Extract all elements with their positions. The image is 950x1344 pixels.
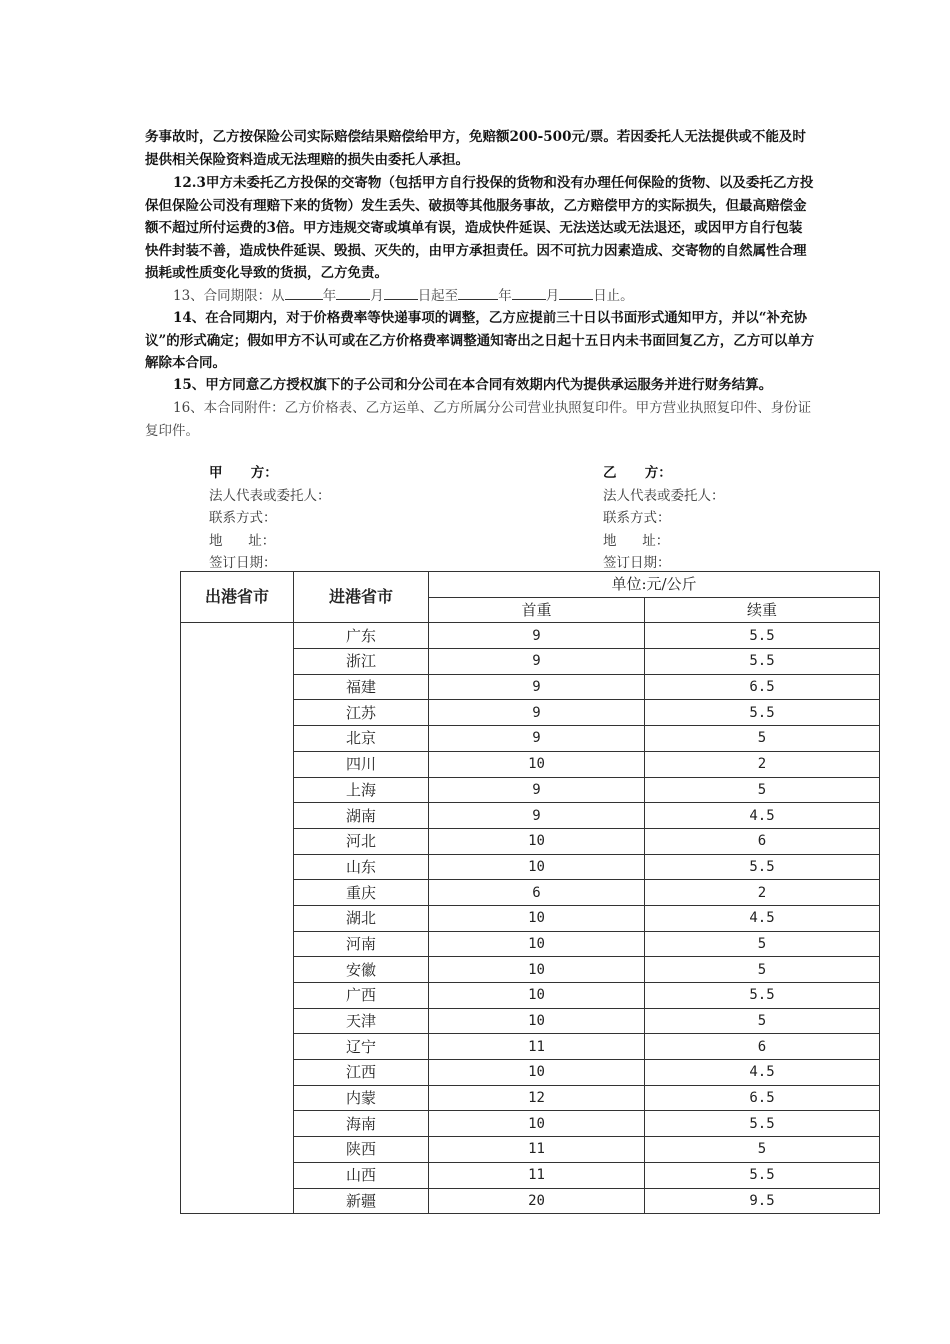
destination-cell: 河北 — [294, 828, 429, 854]
first-weight-cell: 11 — [429, 1137, 645, 1163]
extra-weight-cell: 6.5 — [645, 674, 880, 700]
party-b-date: 签订日期： — [603, 555, 671, 571]
party-b-rep: 法人代表或委托人： — [603, 487, 725, 504]
destination-cell: 浙江 — [294, 649, 429, 675]
term-prefix: 13、合同期限：从 — [173, 288, 285, 304]
price-table-body — [181, 623, 880, 1214]
price-table — [180, 571, 880, 1214]
extra-weight-cell: 4.5 — [645, 905, 880, 931]
destination-cell: 辽宁 — [294, 1034, 429, 1060]
destination-cell: 山东 — [294, 854, 429, 880]
extra-weight-cell: 5 — [645, 726, 880, 752]
extra-weight-cell: 9.5 — [645, 1188, 880, 1214]
clause-16: 16、本合同附件：乙方价格表、乙方运单、乙方所属分公司营业执照复印件。甲方营业执照复印件、身份证复印件。 — [145, 400, 812, 439]
first-weight-cell: 9 — [429, 726, 645, 752]
destination-cell: 湖南 — [294, 803, 429, 829]
header-destination: 进港省市 — [294, 572, 429, 623]
first-weight-cell: 9 — [429, 803, 645, 829]
extra-weight-cell: 5.5 — [645, 649, 880, 675]
term-day-label-1: 日起至 — [417, 288, 459, 304]
destination-cell: 广东 — [294, 623, 429, 649]
first-weight-cell: 6 — [429, 880, 645, 906]
party-a-signature-block — [209, 462, 331, 575]
first-weight-cell: 11 — [429, 1162, 645, 1188]
first-weight-cell: 9 — [429, 623, 645, 649]
first-weight-cell: 20 — [429, 1188, 645, 1214]
extra-weight-cell: 5.5 — [645, 854, 880, 880]
destination-cell: 海南 — [294, 1111, 429, 1137]
end-year-blank[interactable] — [458, 285, 498, 300]
party-a-address: 地 址： — [209, 532, 276, 549]
header-first-weight: 首重 — [429, 597, 645, 623]
destination-cell: 北京 — [294, 726, 429, 752]
destination-cell: 四川 — [294, 751, 429, 777]
extra-weight-cell: 5 — [645, 1008, 880, 1034]
first-weight-cell: 10 — [429, 931, 645, 957]
destination-cell: 江苏 — [294, 700, 429, 726]
extra-weight-cell: 5.5 — [645, 700, 880, 726]
first-weight-cell: 9 — [429, 700, 645, 726]
extra-weight-cell: 6 — [645, 1034, 880, 1060]
first-weight-cell: 10 — [429, 957, 645, 983]
destination-cell: 广西 — [294, 983, 429, 1009]
term-day-label-2: 日止。 — [593, 288, 634, 304]
extra-weight-cell: 5 — [645, 777, 880, 803]
extra-weight-cell: 5.5 — [645, 623, 880, 649]
destination-cell: 湖北 — [294, 905, 429, 931]
party-b-signature-block — [603, 462, 725, 575]
term-year-label-2: 年 — [498, 288, 512, 304]
party-b-address: 地 址： — [603, 532, 670, 549]
party-a-date: 签订日期： — [209, 555, 277, 571]
first-weight-cell: 11 — [429, 1034, 645, 1060]
clause-12-3: 12.3甲方未委托乙方投保的交寄物（包括甲方自行投保的货物和没有办理任何保险的货物、以及委托乙方投保但保险公司没有理赔下来的货物）发生丢失、破损等其他服务事故，乙方赔偿甲方的实际损失，但最高赔偿金额不超过所付运费的3倍。甲方违规交寄或填单有误，造成快件延误、无法送达或无法退还，或因甲方自行包装快件封装不善，造成快件延误、毁损、灭失的，由甲方承担责任。因不可抗力因素造成、交寄物的自然属性合理损耗或性质变化导致的货损，乙方免责。 — [145, 175, 814, 281]
end-month-blank[interactable] — [512, 285, 546, 300]
extra-weight-cell: 2 — [645, 880, 880, 906]
destination-cell: 江西 — [294, 1060, 429, 1086]
destination-cell: 河南 — [294, 931, 429, 957]
party-b-title: 乙 方： — [603, 465, 672, 481]
first-weight-cell: 10 — [429, 905, 645, 931]
first-weight-cell: 10 — [429, 828, 645, 854]
first-weight-cell: 9 — [429, 649, 645, 675]
clause-14: 14、在合同期内，对于价格费率等快递事项的调整，乙方应提前三十日以书面形式通知甲方，并以“补充协议”的形式确定；假如甲方不认可或在乙方价格费率调整通知寄出之日起十五日内未书面回复乙方，乙方可以单方解除本合同。 — [145, 310, 815, 371]
header-extra-weight: 续重 — [645, 597, 880, 623]
first-weight-cell: 10 — [429, 983, 645, 1009]
clause-12-2-tail: 务事故时，乙方按保险公司实际赔偿结果赔偿给甲方，免赔额200-500元/票。若因委托人无法提供或不能及时提供相关保险资料造成无法理赔的损失由委托人承担。 — [145, 129, 806, 168]
term-month-label-2: 月 — [545, 288, 560, 304]
destination-cell: 重庆 — [294, 880, 429, 906]
clause-13-term — [145, 285, 815, 308]
extra-weight-cell: 6 — [645, 828, 880, 854]
destination-cell: 天津 — [294, 1008, 429, 1034]
extra-weight-cell: 6.5 — [645, 1085, 880, 1111]
destination-cell: 新疆 — [294, 1188, 429, 1214]
extra-weight-cell: 5 — [645, 957, 880, 983]
start-day-blank[interactable] — [384, 285, 418, 300]
extra-weight-cell: 5 — [645, 931, 880, 957]
origin-cell — [181, 623, 294, 1214]
party-a-rep: 法人代表或委托人： — [209, 487, 331, 504]
clause-15: 15、甲方同意乙方授权旗下的子公司和分公司在本合同有效期内代为提供承运服务并进行财务结算。 — [173, 377, 773, 393]
extra-weight-cell: 5.5 — [645, 1162, 880, 1188]
first-weight-cell: 10 — [429, 1111, 645, 1137]
party-a-title: 甲 方： — [209, 465, 278, 481]
first-weight-cell: 10 — [429, 1008, 645, 1034]
party-a-contact: 联系方式： — [209, 510, 277, 526]
extra-weight-cell: 4.5 — [645, 1060, 880, 1086]
extra-weight-cell: 5 — [645, 1137, 880, 1163]
extra-weight-cell: 2 — [645, 751, 880, 777]
first-weight-cell: 12 — [429, 1085, 645, 1111]
start-year-blank[interactable] — [285, 285, 323, 300]
destination-cell: 山西 — [294, 1162, 429, 1188]
end-day-blank[interactable] — [559, 285, 593, 300]
destination-cell: 上海 — [294, 777, 429, 803]
destination-cell: 福建 — [294, 674, 429, 700]
first-weight-cell: 10 — [429, 751, 645, 777]
first-weight-cell: 10 — [429, 1060, 645, 1086]
party-b-contact: 联系方式： — [603, 510, 671, 526]
extra-weight-cell: 5.5 — [645, 983, 880, 1009]
header-unit: 单位:元/公斤 — [429, 572, 880, 598]
term-year-label-1: 年 — [322, 288, 337, 304]
term-month-label-1: 月 — [370, 288, 384, 304]
start-month-blank[interactable] — [336, 285, 370, 300]
destination-cell: 内蒙 — [294, 1085, 429, 1111]
destination-cell: 安徽 — [294, 957, 429, 983]
table-row — [181, 623, 880, 649]
header-origin: 出港省市 — [181, 572, 294, 623]
extra-weight-cell: 4.5 — [645, 803, 880, 829]
first-weight-cell: 10 — [429, 854, 645, 880]
destination-cell: 陕西 — [294, 1137, 429, 1163]
first-weight-cell: 9 — [429, 674, 645, 700]
first-weight-cell: 9 — [429, 777, 645, 803]
extra-weight-cell: 5.5 — [645, 1111, 880, 1137]
